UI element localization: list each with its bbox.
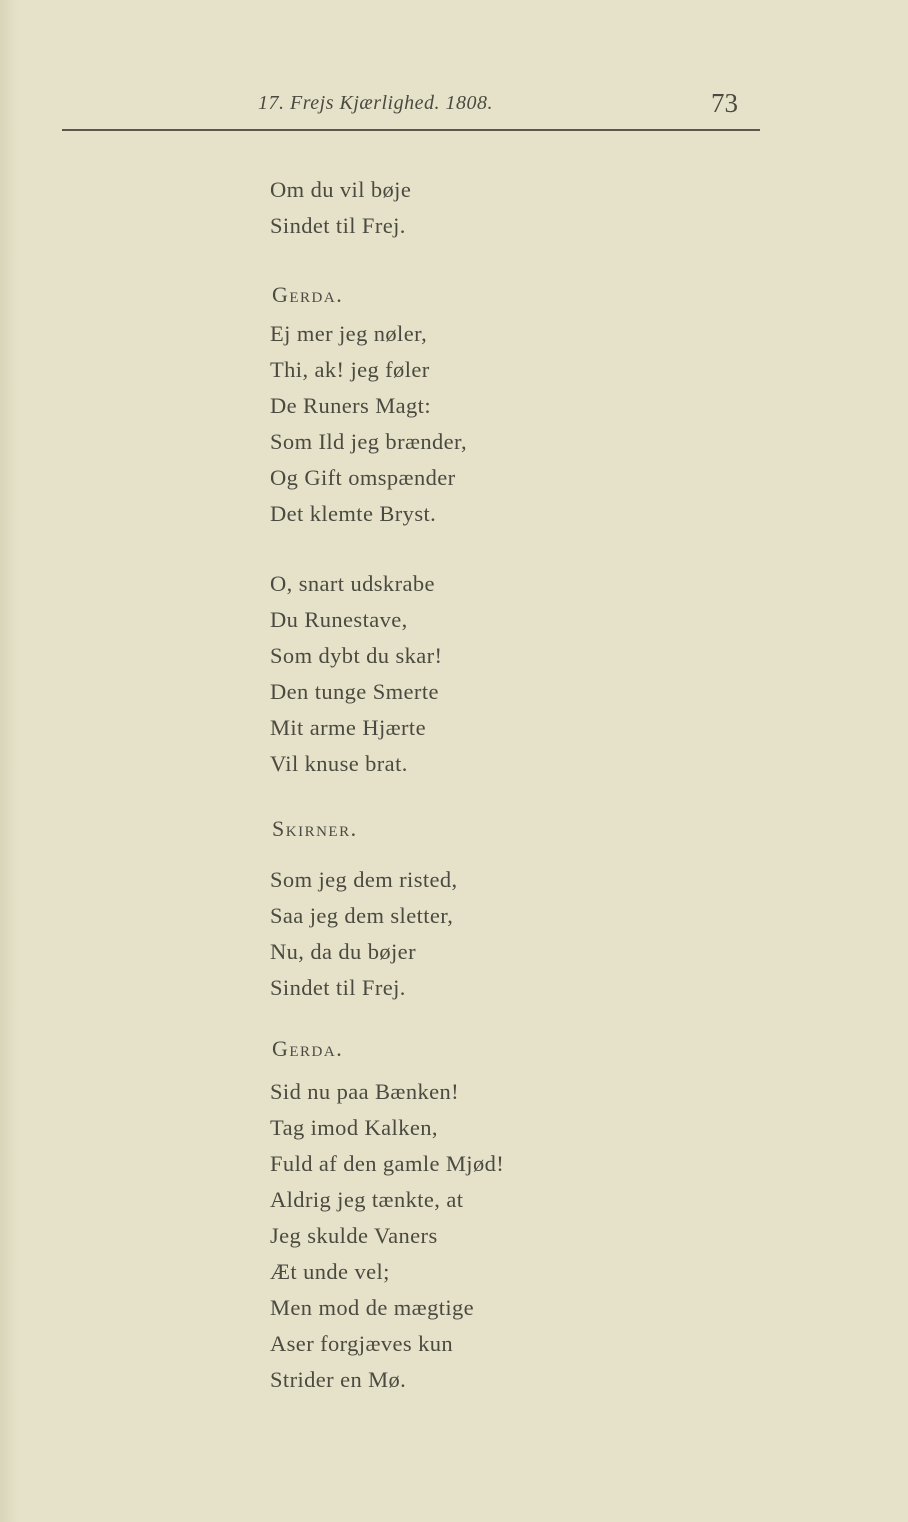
speaker-name: Skirner. [272, 816, 358, 841]
verse-line: Som Ild jeg brænder, [270, 429, 468, 454]
verse-line: Den tunge Smerte [270, 679, 439, 704]
verse-line: Fuld af den gamle Mjød! [270, 1151, 505, 1176]
page-number: 73 [711, 88, 738, 118]
verse-line: Men mod de mægtige [270, 1295, 475, 1320]
verse-line: Aser forgjæves kun [270, 1331, 454, 1356]
verse-line: Som jeg dem risted, [270, 867, 458, 892]
verse-line: Du Runestave, [270, 607, 408, 632]
verse-line: Og Gift omspænder [270, 465, 456, 490]
verse-line: Aldrig jeg tænkte, at [270, 1187, 464, 1212]
verse-line: Strider en Mø. [270, 1367, 407, 1392]
verse-line: Jeg skulde Vaners [270, 1223, 438, 1248]
speaker-name: Gerda. [272, 282, 344, 307]
stanza-4 [270, 862, 458, 1006]
verse-line: Sindet til Frej. [270, 213, 406, 238]
stanza-1 [270, 172, 411, 244]
stanza-5 [270, 1074, 504, 1398]
stanza-3 [270, 566, 442, 782]
verse-line: De Runers Magt: [270, 393, 431, 418]
verse-line: Saa jeg dem sletter, [270, 903, 454, 928]
page-edge-shadow [0, 0, 18, 1522]
stanza-2 [270, 316, 467, 532]
verse-line: Det klemte Bryst. [270, 501, 437, 526]
verse-line: Vil knuse brat. [270, 751, 408, 776]
running-title: 17. Frejs Kjærlighed. 1808. [258, 92, 493, 114]
verse-line: Som dybt du skar! [270, 643, 443, 668]
verse-line: Om du vil bøje [270, 177, 412, 202]
verse-line: Sid nu paa Bænken! [270, 1079, 460, 1104]
speaker-name: Gerda. [272, 1036, 344, 1061]
running-header [258, 88, 738, 122]
verse-line: Æt unde vel; [270, 1259, 390, 1284]
header-rule [62, 129, 760, 131]
verse-line: Ej mer jeg nøler, [270, 321, 428, 346]
verse-line: O, snart udskrabe [270, 571, 435, 596]
verse-line: Sindet til Frej. [270, 975, 406, 1000]
verse-line: Mit arme Hjærte [270, 715, 426, 740]
verse-line: Tag imod Kalken, [270, 1115, 438, 1140]
verse-line: Thi, ak! jeg føler [270, 357, 430, 382]
verse-line: Nu, da du bøjer [270, 939, 416, 964]
